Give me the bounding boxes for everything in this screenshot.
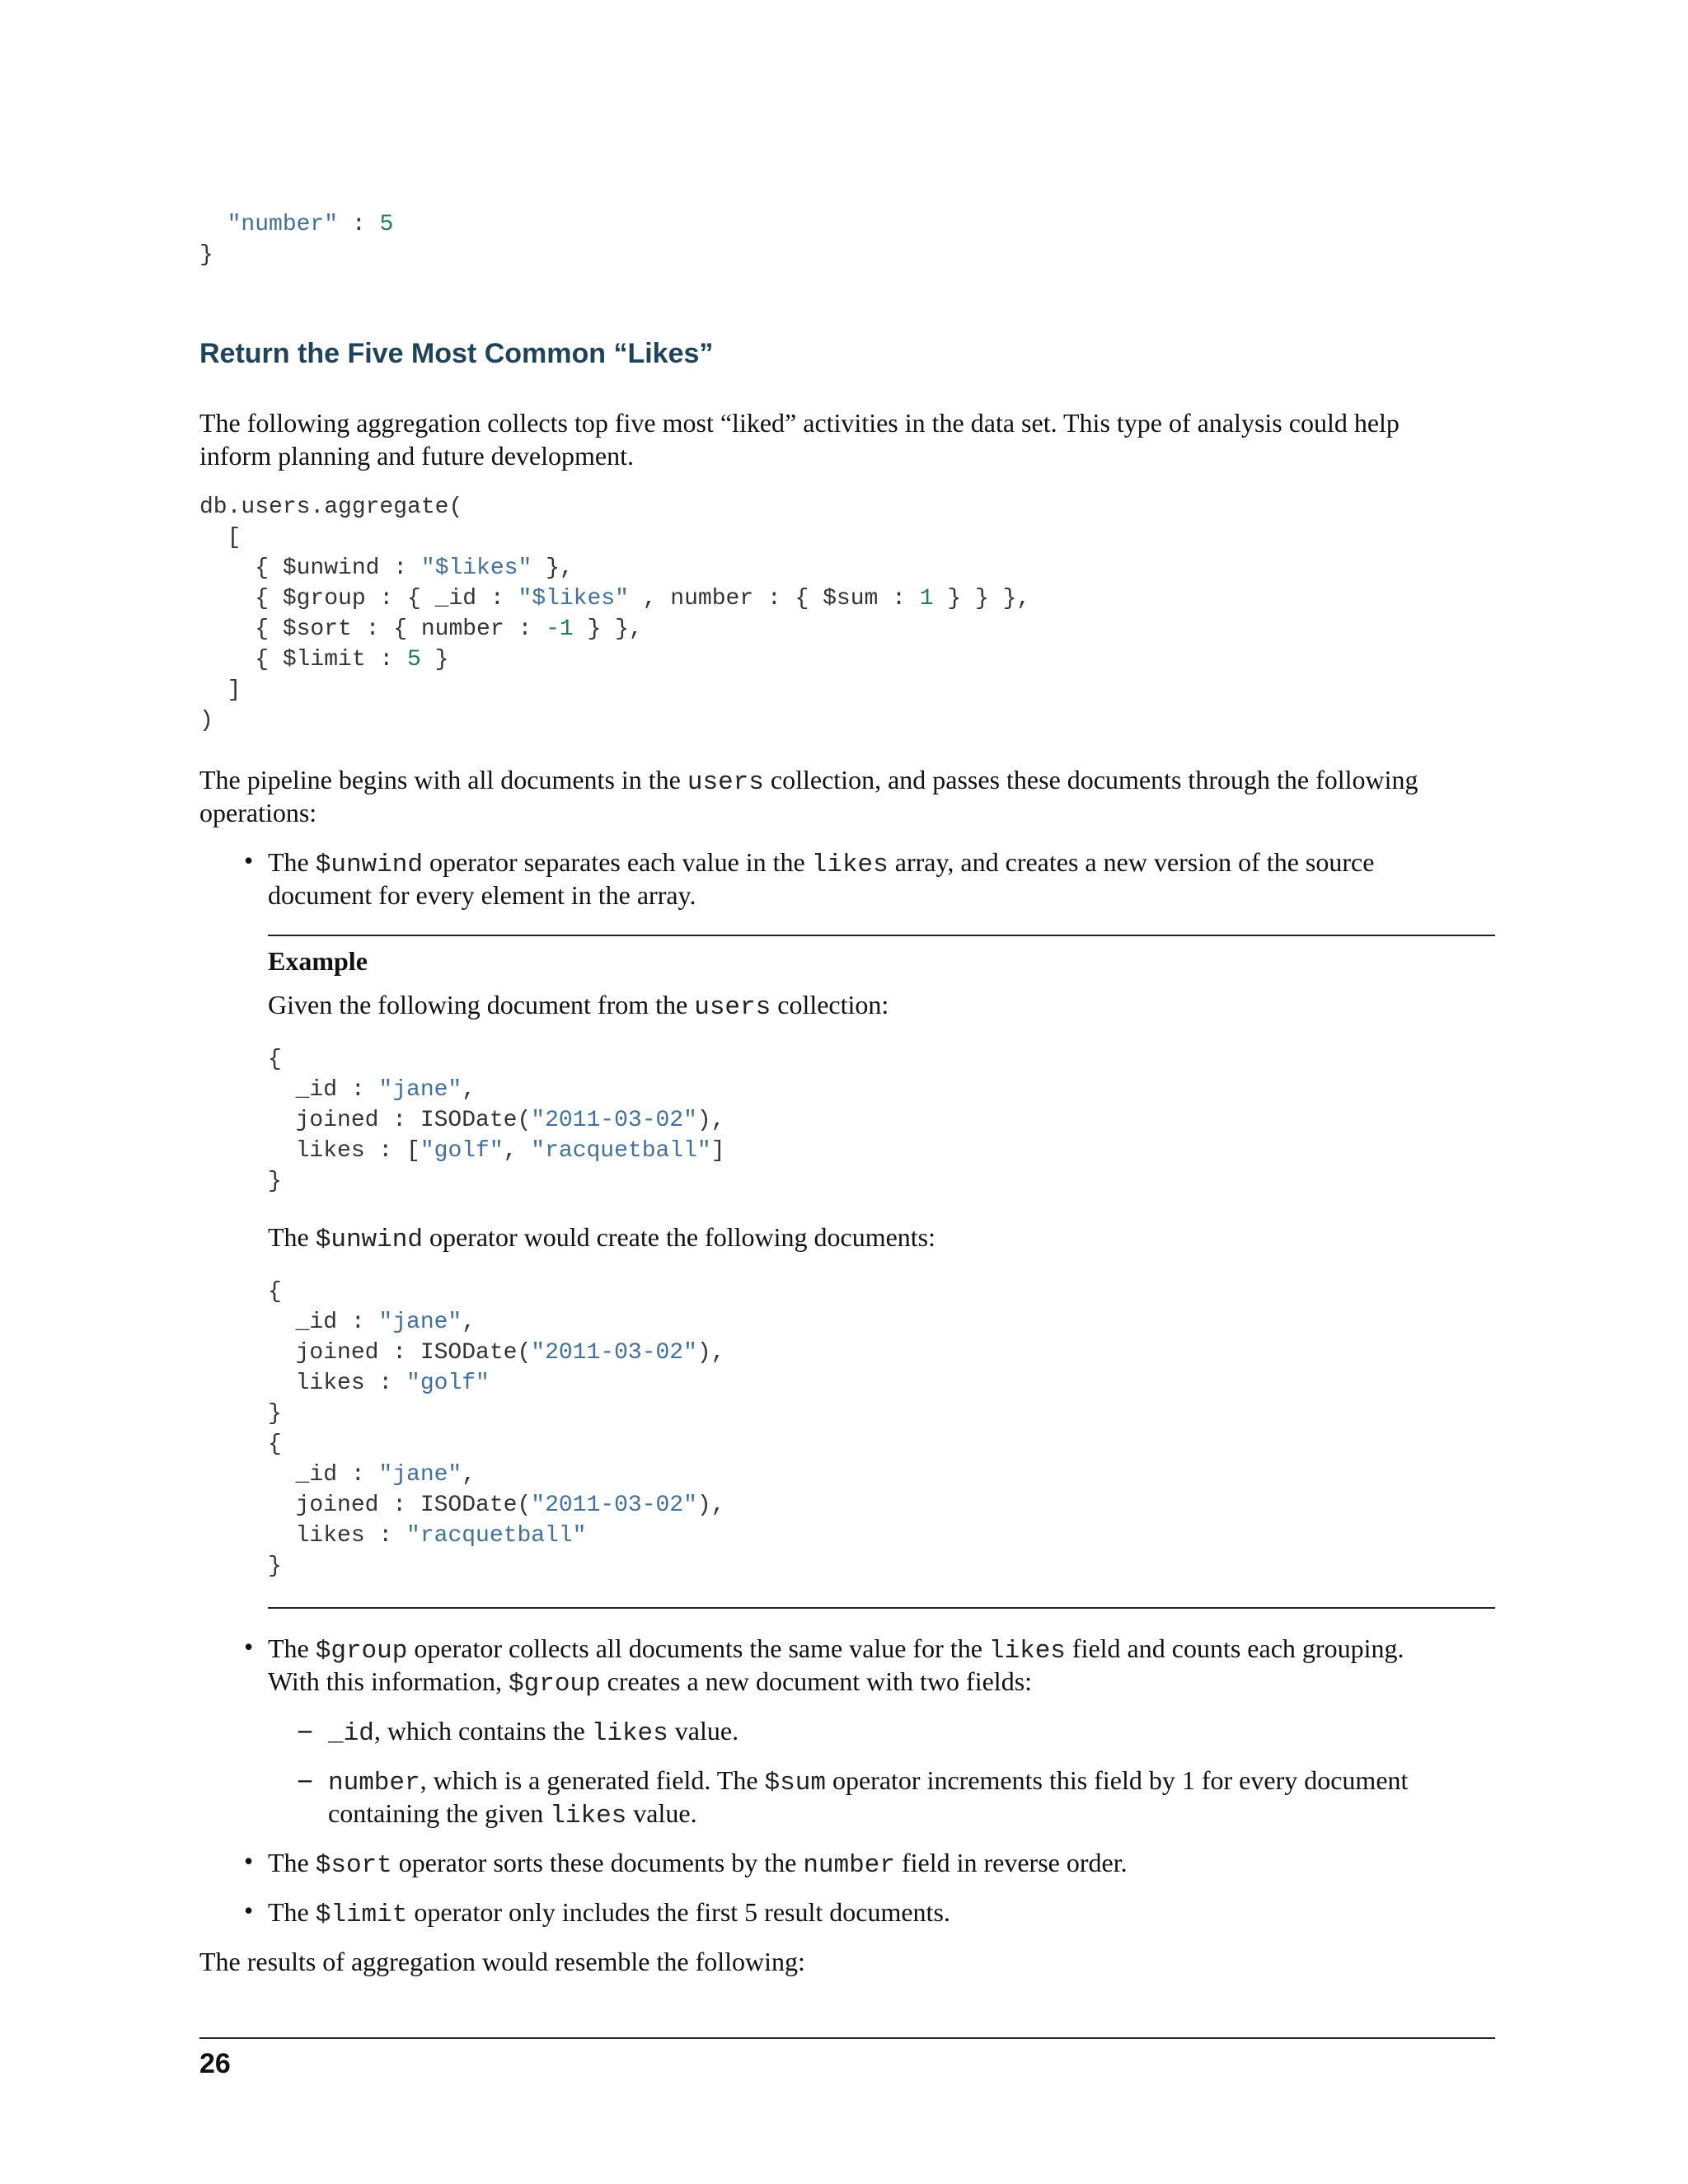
bullet-group-line-2: [268, 1665, 1032, 1701]
text-run: collection:: [771, 990, 889, 1019]
pipeline-paragraph-line-2: operations:: [199, 798, 317, 827]
text-run: With this information,: [268, 1666, 509, 1696]
inline-code: _id: [328, 1719, 374, 1748]
code-token: 5: [379, 212, 394, 237]
inline-code: $limit: [315, 1900, 408, 1929]
sub-bullet-id: [328, 1714, 738, 1750]
bullet-sort: [268, 1846, 1128, 1882]
text-run: The: [268, 1633, 316, 1663]
text-run: operator increments this field by 1 for every document: [825, 1765, 1409, 1795]
text-run: The: [268, 1848, 316, 1877]
footer-rule: [199, 2037, 1495, 2039]
inline-code: number: [328, 1769, 420, 1797]
inline-code: likes: [988, 1637, 1066, 1666]
bullet-unwind-line-1: [268, 846, 1495, 882]
results-paragraph: The results of aggregation would resemble the following:: [199, 1947, 805, 1976]
text-run: value.: [626, 1798, 697, 1828]
inline-code: likes: [811, 851, 889, 879]
code-token: :: [338, 212, 380, 237]
intro-paragraph-line-1: The following aggregation collects top five most “liked” activities in the data set. This type of analysis could help: [199, 408, 1400, 438]
code-block-aggregate: db.users.aggregate( [ { $unwind : "$likes" }, { $group : { _id : "$likes" , number : { $sum : 1 } } }, { $sort : { number : -1 } }, { $limit : 5 } ] ): [199, 494, 1031, 733]
text-run: Given the following document from the: [268, 990, 695, 1019]
code-block-unwind-output: { _id : "jane", joined : ISODate("2011-03-02"), likes : "golf" } { _id : "jane", joined : ISODate("2011-03-02"), likes : "racquetball" }: [268, 1279, 725, 1579]
text-run: operator only includes the first 5 result documents.: [407, 1897, 950, 1927]
text-run: collection, and passes these documents through the following: [763, 765, 1418, 794]
inline-code: $unwind: [315, 1226, 423, 1254]
bullet-icon: •: [244, 1846, 254, 1876]
text-run: , which contains the: [373, 1716, 592, 1746]
inline-code: users: [694, 993, 771, 1022]
code-block-top-fragment: [199, 209, 393, 270]
text-run: The pipeline begins with all documents in the: [199, 765, 687, 794]
text-run: value.: [668, 1716, 739, 1746]
inline-code: $sum: [764, 1769, 826, 1797]
bullet-unwind-line-2: document for every element in the array.: [268, 880, 696, 910]
intro-paragraph-line-2: inform planning and future development.: [199, 441, 634, 471]
section-heading: Return the Five Most Common “Likes”: [199, 338, 714, 369]
text-run: field in reverse order.: [894, 1848, 1128, 1877]
bullet-limit: [268, 1896, 950, 1932]
pipeline-paragraph-line-1: [199, 763, 1495, 799]
code-token: }: [199, 242, 213, 268]
text-run: containing the given: [328, 1798, 551, 1828]
inline-code: likes: [591, 1719, 668, 1748]
code-block-user-document: { _id : "jane", joined : ISODate("2011-03-02"), likes : ["golf", "racquetball"] }: [268, 1047, 725, 1194]
sub-bullet-number-line-1: [328, 1764, 1495, 1800]
text-run: operator sorts these documents by the: [392, 1848, 804, 1877]
example-bottom-rule: [268, 1607, 1495, 1609]
text-run: , which is a generated field. The: [420, 1765, 765, 1795]
inline-code: users: [687, 768, 764, 797]
inline-code: $group: [315, 1637, 408, 1666]
dash-icon: –: [298, 1764, 312, 1793]
text-run: The: [268, 847, 316, 877]
text-run: operator separates each value in the: [422, 847, 812, 877]
inline-code: $group: [509, 1670, 601, 1699]
bullet-icon: •: [244, 1632, 254, 1661]
sub-bullet-number-line-2: [328, 1797, 697, 1833]
page-number: 26: [199, 2048, 231, 2079]
inline-code: $sort: [315, 1851, 392, 1880]
example-top-rule: [268, 935, 1495, 936]
dash-icon: –: [298, 1714, 312, 1744]
bullet-icon: •: [244, 846, 254, 875]
text-run: The: [268, 1222, 316, 1252]
bullet-group-line-1: [268, 1632, 1495, 1668]
code-token: "number": [227, 212, 339, 237]
text-run: creates a new document with two fields:: [600, 1666, 1033, 1696]
inline-code: likes: [550, 1802, 627, 1830]
inline-code: number: [803, 1851, 895, 1880]
bullet-icon: •: [244, 1896, 254, 1925]
text-run: field and counts each grouping.: [1065, 1633, 1404, 1663]
example-given-text: [268, 988, 889, 1024]
example-unwind-text: [268, 1221, 935, 1257]
text-run: operator collects all documents the same value for the: [407, 1633, 989, 1663]
example-title: Example: [268, 946, 368, 976]
text-run: operator would create the following documents:: [422, 1222, 936, 1252]
text-run: The: [268, 1897, 316, 1927]
text-run: array, and creates a new version of the source: [888, 847, 1375, 877]
inline-code: $unwind: [315, 851, 423, 879]
